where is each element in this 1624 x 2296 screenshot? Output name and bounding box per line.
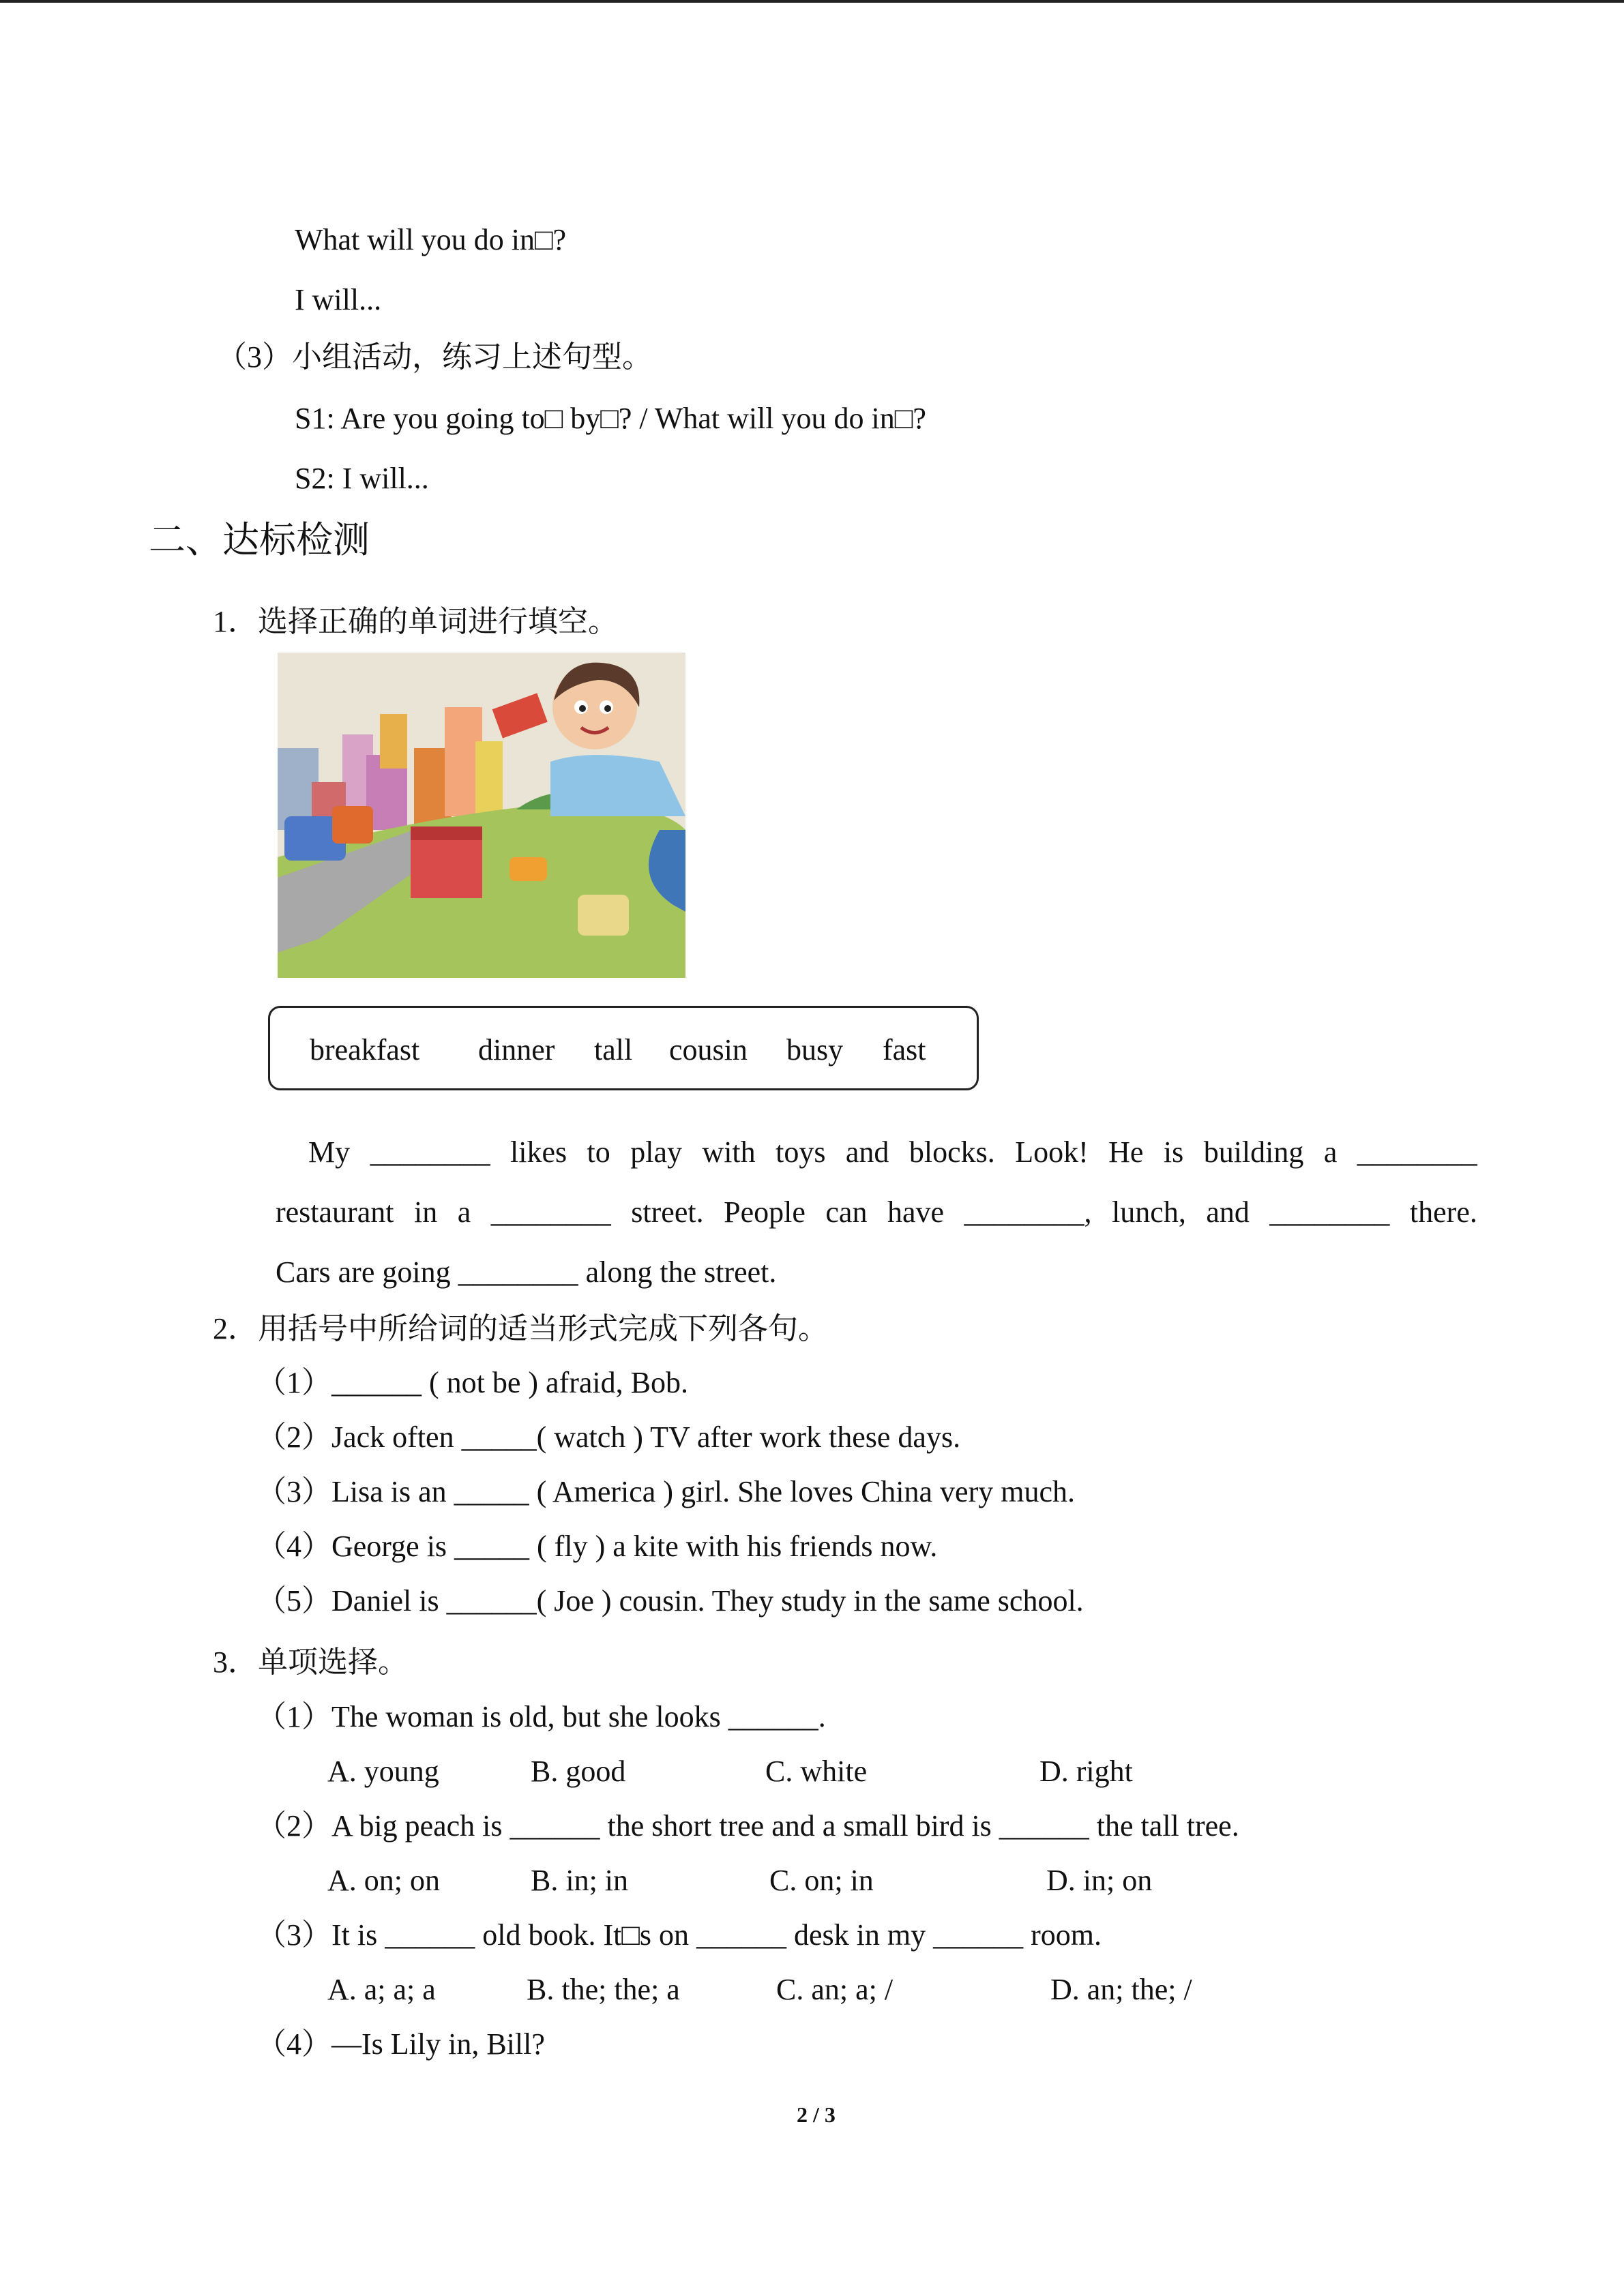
passage-blank: ________: [1269, 1195, 1390, 1229]
passage-blank: ________: [490, 1195, 611, 1229]
line-what-will-you-do: What will you do in□?: [295, 223, 567, 256]
passage-word: a: [457, 1195, 471, 1229]
question-2-item: （5）Daniel is ______( Joe ) cousin. They study in the same school.: [256, 1584, 1084, 1617]
question-3-item-3: （3）It is ______ old book. It□s on ______ desk in my ______ room.: [256, 1918, 1102, 1952]
question-2-item: （4）George is _____ ( fly ) a kite with his friends now.: [256, 1530, 938, 1563]
passage-word: with: [702, 1135, 756, 1169]
line-group-activity: （3）小组活动，练习上述句型。: [217, 340, 652, 374]
passage-line-3: Cars are going ________ along the street.: [276, 1255, 777, 1289]
passage-word: play: [630, 1135, 682, 1169]
word-bank-item: fast: [883, 1033, 926, 1067]
passage-word: People: [724, 1195, 806, 1229]
passage-word: My: [308, 1135, 351, 1169]
question-2-item: （1）______ ( not be ) afraid, Bob.: [256, 1366, 688, 1399]
section-heading: 二、达标检测: [149, 520, 370, 561]
question-3-item-4: （4）—Is Lily in, Bill?: [256, 2027, 545, 2061]
question-2-title: 2．用括号中所给词的适当形式完成下列各句。: [213, 1312, 828, 1345]
passage-word: likes: [510, 1135, 567, 1169]
line-i-will: I will...: [295, 283, 382, 316]
passage-word: in: [413, 1195, 438, 1229]
passage-blank: ________: [370, 1135, 490, 1169]
passage-blank: ________,: [964, 1195, 1092, 1229]
passage-word: have: [887, 1195, 945, 1229]
question-2-item: （2）Jack often _____( watch ) TV after work these days.: [256, 1420, 961, 1454]
question-3-item-2: （2）A big peach is ______ the short tree and a small bird is ______ the tall tree.: [256, 1809, 1239, 1843]
option-a: A. a; a; a: [327, 1973, 436, 2006]
passage-word: toys: [776, 1135, 826, 1169]
passage-word: is: [1163, 1135, 1184, 1169]
word-bank-box: [268, 1006, 979, 1090]
line-s2: S2: I will...: [295, 462, 429, 495]
passage-word: there.: [1409, 1195, 1477, 1229]
page-number: 2 / 3: [797, 2102, 836, 2127]
passage-word: and: [845, 1135, 889, 1169]
question-1-title: 1．选择正确的单词进行填空。: [213, 605, 618, 638]
option-b: B. in; in: [531, 1864, 629, 1897]
word-bank-item: busy: [786, 1033, 844, 1067]
passage-blank: ________: [1357, 1135, 1477, 1169]
passage-line-1: [308, 1137, 1477, 1167]
word-bank-item: cousin: [669, 1033, 748, 1067]
question-2-item: （3）Lisa is an _____ ( America ) girl. She loves China very much.: [256, 1475, 1075, 1508]
word-bank-item: dinner: [478, 1033, 555, 1067]
question-3-item-1: （1）The woman is old, but she looks ______.: [256, 1700, 826, 1733]
passage-word: restaurant: [276, 1195, 394, 1229]
option-d: D. an; the; /: [1050, 1973, 1192, 2006]
passage-word: blocks.: [909, 1135, 995, 1169]
passage-word: street.: [631, 1195, 704, 1229]
passage-word: and: [1206, 1195, 1250, 1229]
passage-word: a: [1323, 1135, 1338, 1169]
option-b: B. good: [531, 1755, 626, 1788]
passage-word: can: [825, 1195, 868, 1229]
passage-line-2: [276, 1197, 1477, 1227]
option-a: A. young: [327, 1755, 439, 1788]
line-s1: S1: Are you going to□ by□? / What will you do in□?: [295, 402, 926, 435]
passage-word: Look!: [1015, 1135, 1089, 1169]
passage-word: building: [1203, 1135, 1304, 1169]
option-d: D. in; on: [1046, 1864, 1153, 1897]
word-bank-item: tall: [594, 1033, 633, 1067]
page-top-border: [0, 0, 1624, 3]
option-d: D. right: [1039, 1755, 1133, 1788]
question-3-title: 3．单项选择。: [213, 1645, 408, 1679]
passage-word: lunch,: [1112, 1195, 1186, 1229]
option-c: C. an; a; /: [776, 1973, 894, 2006]
passage-word: He: [1108, 1135, 1144, 1169]
option-b: B. the; the; a: [527, 1973, 680, 2006]
option-a: A. on; on: [327, 1864, 440, 1897]
word-bank-item: breakfast: [310, 1033, 420, 1067]
option-c: C. white: [765, 1755, 868, 1788]
city-toy-illustration: [278, 653, 685, 978]
passage-word: to: [587, 1135, 610, 1169]
option-c: C. on; in: [769, 1864, 874, 1897]
